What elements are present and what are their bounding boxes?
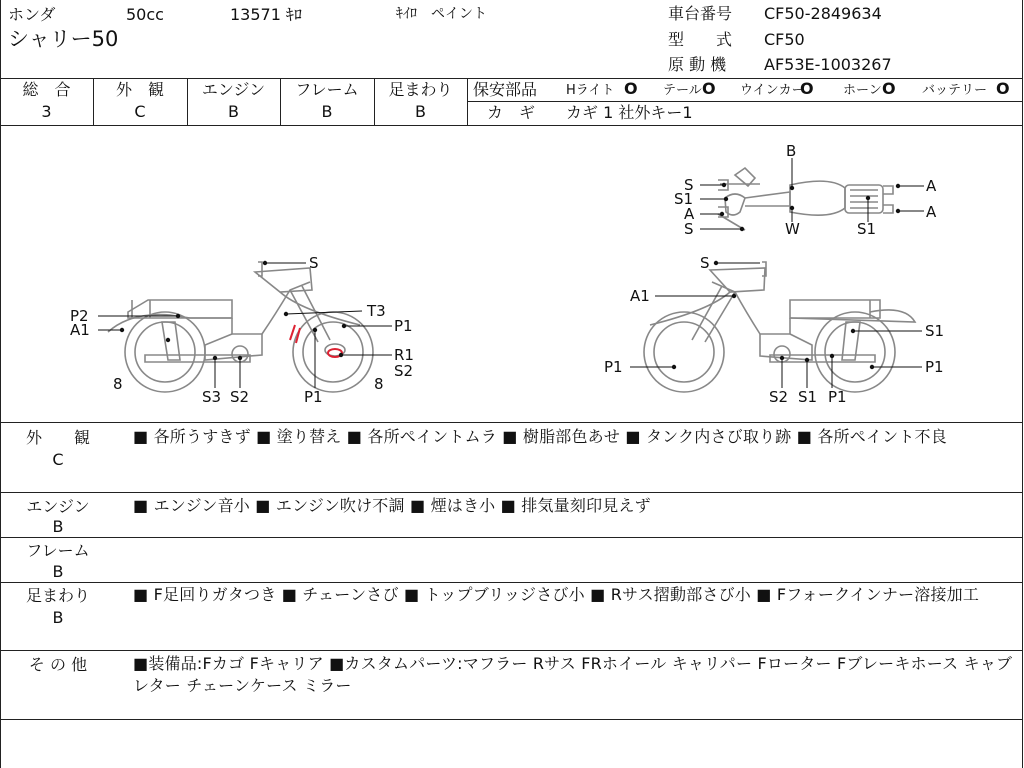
label-S1: S1 bbox=[857, 220, 877, 238]
safety-mark-winker: O bbox=[800, 79, 814, 98]
label-S2: S2 bbox=[769, 388, 789, 406]
section-grade: B bbox=[52, 517, 64, 536]
grade-label: フレーム bbox=[295, 80, 359, 99]
label-8: 8 bbox=[113, 375, 123, 393]
label-S: S bbox=[700, 254, 710, 272]
section-divider bbox=[0, 650, 1023, 651]
engine-label: 原 動 機 bbox=[668, 55, 727, 74]
grade-value: B bbox=[415, 102, 426, 121]
safety-mark-headlight: O bbox=[624, 79, 638, 98]
section-divider bbox=[0, 492, 1023, 493]
label-P2: P2 bbox=[70, 307, 89, 325]
label-A1: A1 bbox=[630, 287, 650, 305]
grade-value: B bbox=[321, 102, 333, 121]
safety-item-horn: ホーン bbox=[843, 83, 882, 98]
safety-title: 保安部品 bbox=[473, 80, 538, 99]
type-value: CF50 bbox=[764, 30, 805, 49]
section-grade: B bbox=[52, 608, 64, 627]
section-text: ■装備品:Fカゴ Fキャリア ■カスタムパーツ:マフラー Rサス FRホイール キャリパー Fローター Fブレーキホース キャブレター チェーンケース ミラー bbox=[133, 654, 1013, 695]
section-text: ■ 各所うすきず ■ 塗り替え ■ 各所ペイントムラ ■ 樹脂部色あせ ■ タンク内さび取り跡 ■ 各所ペイント不良 bbox=[133, 427, 947, 446]
section-grade: C bbox=[52, 450, 64, 469]
mileage: 13571 ｷﾛ bbox=[230, 5, 302, 24]
section-grade: B bbox=[52, 562, 64, 581]
label-P1: P1 bbox=[828, 388, 847, 406]
section-text: ■ エンジン音小 ■ エンジン吹け不調 ■ 煙はき小 ■ 排気量刻印見えず bbox=[133, 496, 651, 515]
displacement: 50cc bbox=[126, 5, 164, 24]
top-view-labels bbox=[674, 142, 937, 238]
label-S2: S2 bbox=[230, 388, 250, 406]
damage-diagram bbox=[0, 126, 1023, 422]
label-P1: P1 bbox=[304, 388, 323, 406]
label-A: A bbox=[926, 177, 937, 195]
label-8: 8 bbox=[374, 375, 384, 393]
safety-item-battery: バッテリー bbox=[922, 83, 988, 98]
safety-item-tail: テール bbox=[663, 83, 702, 98]
frame-no-label: 車台番号 bbox=[668, 4, 733, 23]
grade-label: 足まわり bbox=[388, 80, 453, 99]
safety-item-headlight: Hライト bbox=[566, 83, 615, 98]
label-S1: S1 bbox=[798, 388, 818, 406]
right-bike bbox=[644, 262, 915, 392]
label-S: S bbox=[309, 254, 319, 272]
safety-divider bbox=[467, 101, 1023, 102]
model-name: シャリー50 bbox=[8, 27, 119, 51]
grade-label: 総 合 bbox=[22, 80, 71, 99]
section-divider bbox=[0, 719, 1023, 720]
grade-value: 3 bbox=[41, 102, 52, 121]
section-divider bbox=[0, 537, 1023, 538]
label-S: S bbox=[684, 176, 694, 194]
diagram-bottom-line bbox=[0, 422, 1023, 423]
engine-value: AF53E-1003267 bbox=[764, 55, 892, 74]
label-W: W bbox=[785, 220, 800, 238]
label-P1: P1 bbox=[604, 358, 623, 376]
safety-mark-battery: O bbox=[996, 79, 1010, 98]
grade-value: C bbox=[134, 102, 146, 121]
section-label: エンジン bbox=[26, 497, 90, 516]
label-S1: S1 bbox=[925, 322, 945, 340]
leader-dots bbox=[120, 183, 900, 369]
grade-value: B bbox=[228, 102, 239, 121]
grade-row-top-line bbox=[0, 78, 1023, 79]
frame-no: CF50-2849634 bbox=[764, 4, 882, 23]
key-label: カ ギ bbox=[487, 103, 536, 122]
label-R1: R1 bbox=[394, 346, 414, 364]
label-B: B bbox=[786, 142, 797, 160]
section-divider bbox=[0, 582, 1023, 583]
section-text: ■ F足回りガタつき ■ チェーンさび ■ トップブリッジさび小 ■ Rサス摺動部さび小 ■ Fフォークインナー溶接加工 bbox=[133, 585, 980, 604]
safety-mark-horn: O bbox=[882, 79, 896, 98]
label-A1: A1 bbox=[70, 321, 90, 339]
section-label: そ の 他 bbox=[28, 655, 88, 674]
section-label: フレーム bbox=[26, 541, 90, 560]
grade-col-divider bbox=[467, 78, 468, 126]
leader-lines bbox=[98, 158, 924, 388]
maker: ホンダ bbox=[8, 5, 56, 24]
label-A: A bbox=[926, 203, 937, 221]
safety-item-winker: ウインカー bbox=[740, 83, 805, 98]
label-S2: S2 bbox=[394, 362, 414, 380]
label-P1: P1 bbox=[925, 358, 944, 376]
section-label: 足まわり bbox=[25, 586, 90, 605]
type-label: 型 式 bbox=[668, 30, 733, 49]
label-T3: T3 bbox=[367, 302, 386, 320]
label-P1: P1 bbox=[394, 317, 413, 335]
color: ｷｲﾛ ペイント bbox=[396, 6, 487, 22]
key-value: カギ 1 社外キー1 bbox=[566, 103, 693, 122]
safety-mark-tail: O bbox=[702, 79, 716, 98]
label-S3: S3 bbox=[202, 388, 222, 406]
section-label: 外 観 bbox=[25, 428, 90, 447]
label-A: A bbox=[684, 205, 695, 223]
right-view-labels bbox=[604, 254, 944, 406]
label-S: S bbox=[684, 220, 694, 238]
label-S1: S1 bbox=[674, 190, 694, 208]
grade-label: エンジン bbox=[201, 80, 266, 99]
grade-label: 外 観 bbox=[115, 80, 164, 99]
